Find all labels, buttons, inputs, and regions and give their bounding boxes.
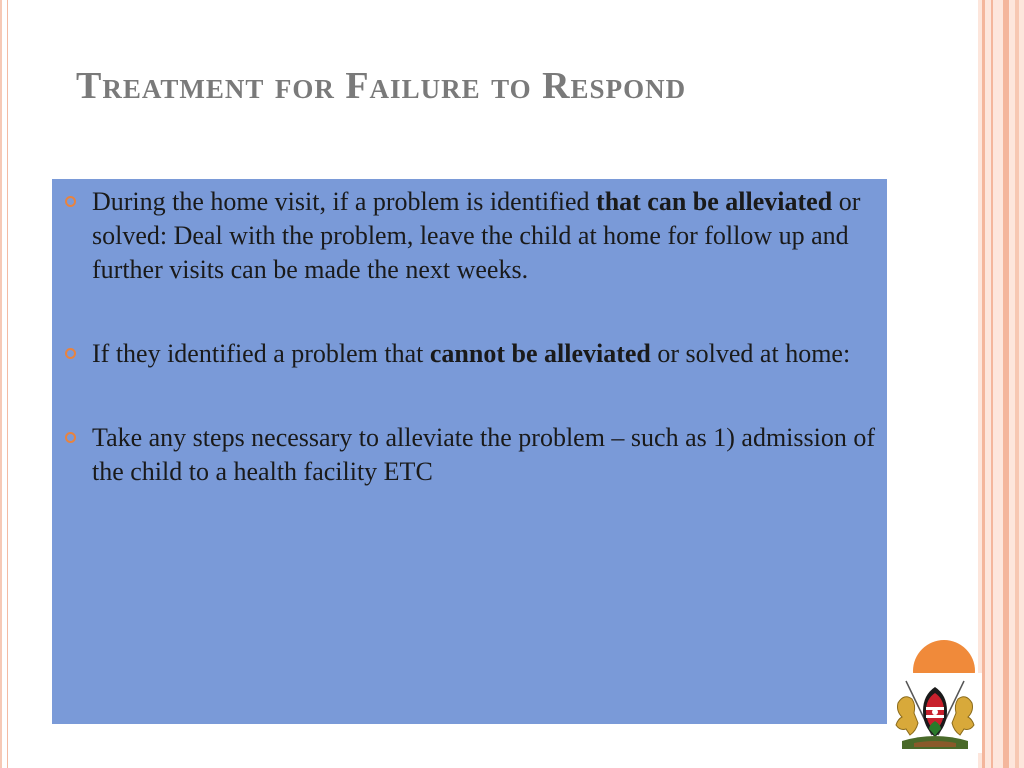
bullet-text: Take any steps necessary to alleviate the problem – such as 1) admission of the child to a health facility ETC bbox=[92, 423, 876, 486]
right-border-line bbox=[982, 0, 985, 768]
bullet-text: or solved at home: bbox=[650, 339, 851, 368]
bullet-text: or solved: Deal with the problem, leave the child at home for follow up and further visits can be made the next weeks. bbox=[92, 187, 861, 284]
slide-title: Treatment for Failure to Respond bbox=[76, 65, 687, 107]
left-border-line-inner bbox=[7, 0, 8, 768]
bullet-list bbox=[52, 185, 887, 489]
bullet-item bbox=[52, 337, 887, 371]
bullet-bold-text: cannot be alleviated bbox=[429, 339, 651, 368]
bullet-bold-text: that can be alleviated bbox=[596, 187, 833, 216]
bullet-text: If they identified a problem that bbox=[92, 339, 430, 368]
bullet-item bbox=[52, 421, 887, 489]
hollow-circle-bullet-icon bbox=[65, 432, 76, 443]
right-border-line bbox=[1003, 0, 1009, 768]
hollow-circle-bullet-icon bbox=[65, 348, 76, 359]
content-box bbox=[52, 179, 887, 724]
bullet-text: During the home visit, if a problem is identified bbox=[92, 187, 597, 216]
left-border-line bbox=[0, 0, 2, 768]
right-border-line bbox=[1015, 0, 1019, 768]
bullet-item bbox=[52, 185, 887, 287]
right-border-line bbox=[991, 0, 993, 768]
kenya-coat-of-arms-icon bbox=[888, 673, 982, 753]
hollow-circle-bullet-icon bbox=[65, 196, 76, 207]
